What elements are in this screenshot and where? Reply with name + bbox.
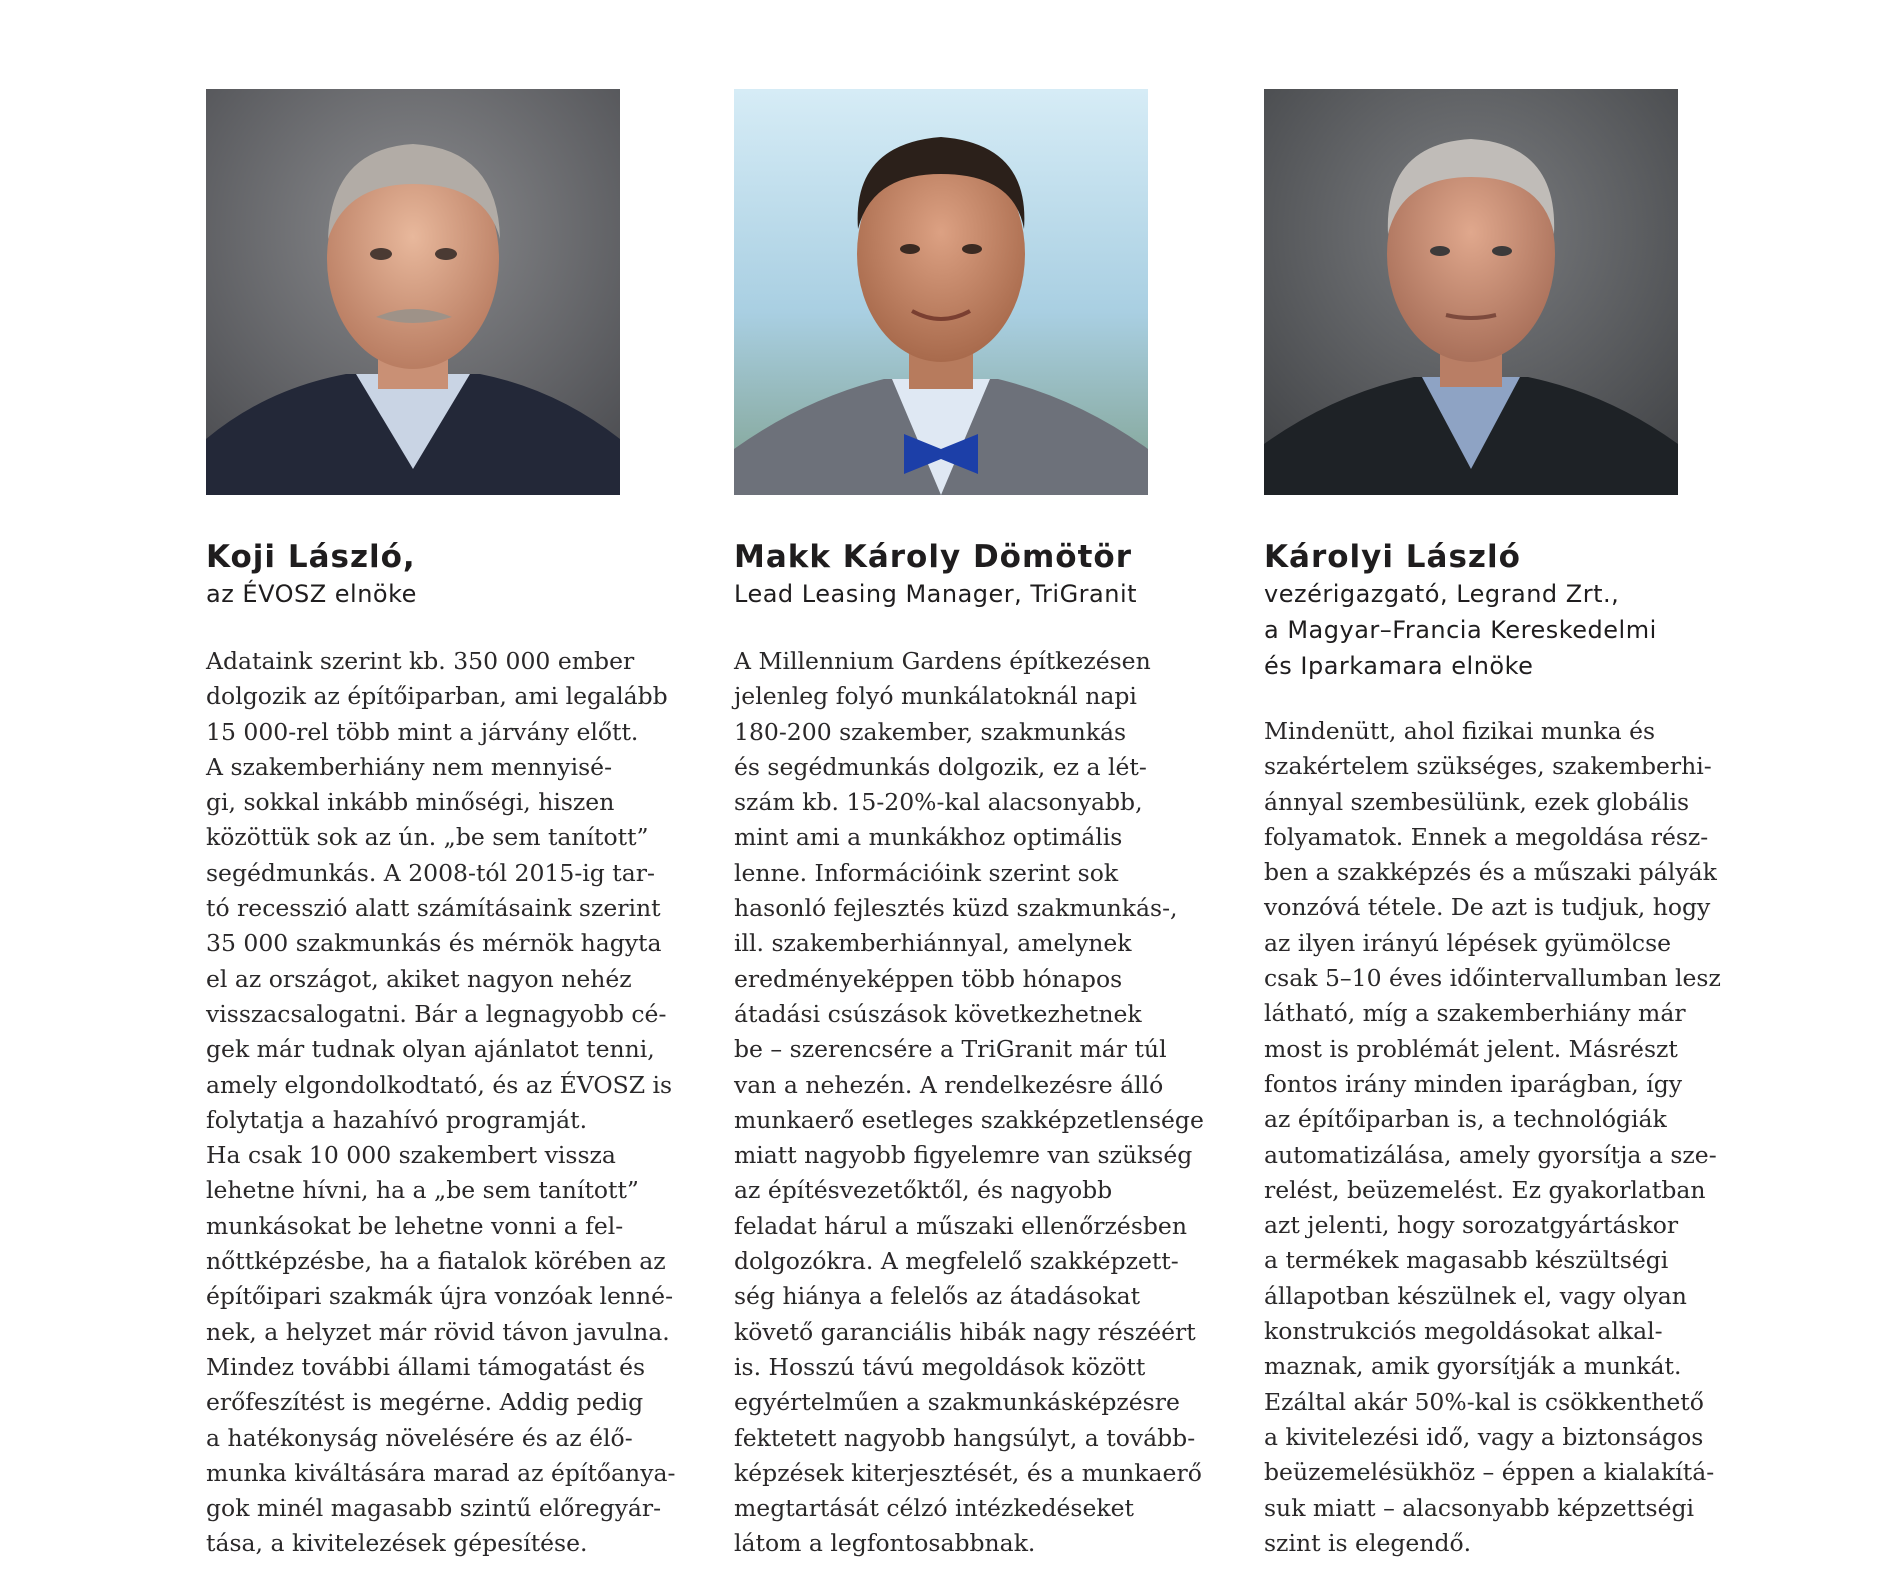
profile-column-koji	[206, 89, 736, 1562]
bio-line: Ezáltal akár 50%-kal is csökkenthető	[1264, 1387, 1704, 1416]
bio-line: megtartását célzó intézkedéseket	[734, 1494, 1134, 1523]
bio-line: azt jelenti, hogy sorozatgyártáskor	[1264, 1211, 1679, 1240]
bio-line: gok minél magasabb szintű előregyár-	[206, 1494, 662, 1523]
bio-line: el az országot, akiket nagyon nehéz	[206, 964, 632, 993]
bio-line: nőttképzésbe, ha a fiatalok körében az	[206, 1247, 666, 1276]
bio-line: segédmunkás. A 2008-tól 2015-ig tar-	[206, 858, 655, 887]
bio-line: maznak, amik gyorsítják a munkát.	[1264, 1352, 1682, 1381]
profile-column-karolyi	[1264, 89, 1794, 1561]
bio-line: az ilyen irányú lépések gyümölcse	[1264, 928, 1672, 957]
bio-line: A Millennium Gardens építkezésen	[734, 647, 1151, 675]
bio-line: erőfeszítést is megérne. Addig pedig	[206, 1388, 644, 1417]
bio-line: dolgozókra. A megfelelő szakképzett-	[734, 1247, 1179, 1276]
bio-line: szint is elegendő.	[1264, 1528, 1472, 1557]
portrait-photo-makk	[734, 89, 1148, 495]
bio-line: munka kiváltására marad az építőanya-	[206, 1458, 676, 1487]
bio-line: állapotban készülnek el, vagy olyan	[1264, 1281, 1687, 1310]
bio-line: is. Hosszú távú megoldások között	[734, 1352, 1146, 1381]
role-line: és Iparkamara elnöke	[1264, 652, 1534, 680]
bio-line: ill. szakemberhiánnyal, amelynek	[734, 929, 1132, 958]
bio-line: jelenleg folyó munkálatoknál napi	[734, 682, 1137, 711]
bio-line: látom a legfontosabbnak.	[734, 1529, 1036, 1558]
bio-line: folytatja a hazahívó programját.	[206, 1105, 588, 1134]
bio-line: eredményeképpen több hónapos	[734, 964, 1123, 993]
role-line: vezérigazgató, Legrand Zrt.,	[1264, 580, 1620, 608]
bio-line: mint ami a munkákhoz optimális	[734, 823, 1123, 852]
bio-line: beüzemelésükhöz – éppen a kialakítá-	[1264, 1458, 1715, 1487]
bio-line: suk miatt – alacsonyabb képzettségi	[1264, 1493, 1695, 1522]
bio-line: folyamatok. Ennek a megoldása rész-	[1264, 822, 1709, 851]
bio-line: feladat hárul a műszaki ellenőrzésben	[734, 1211, 1187, 1240]
bio-line: gek már tudnak olyan ajánlatot tenni,	[206, 1035, 655, 1064]
bio-text	[206, 644, 736, 1562]
bio-line: munkaerő esetleges szakképzetlensége	[734, 1105, 1204, 1134]
bio-text	[1264, 714, 1794, 1561]
bio-line: egyértelműen a szakmunkásképzésre	[734, 1388, 1180, 1417]
person-name: Koji László,	[206, 539, 416, 575]
bio-line: lehetne hívni, ha a „be sem tanított”	[206, 1176, 639, 1205]
role-line: a Magyar–Francia Kereskedelmi	[1264, 616, 1657, 644]
portrait-photo-karolyi	[1264, 89, 1678, 495]
person-role	[1264, 576, 1794, 684]
portrait-photo-koji	[206, 89, 620, 495]
profile-column-makk	[734, 89, 1264, 1562]
bio-line: tása, a kivitelezések gépesítése.	[206, 1529, 588, 1558]
bio-line: A szakemberhiány nem mennyisé-	[206, 752, 613, 781]
person-name: Károlyi László	[1264, 539, 1521, 575]
bio-line: 180-200 szakember, szakmunkás	[734, 717, 1127, 746]
bio-line: a hatékonyság növelésére és az élő-	[206, 1423, 633, 1452]
bio-line: gi, sokkal inkább minőségi, hiszen	[206, 788, 615, 817]
person-name: Makk Károly Dömötör	[734, 539, 1132, 575]
bio-line: Mindenütt, ahol fizikai munka és	[1264, 717, 1656, 745]
person-role	[206, 576, 736, 612]
bio-line: az építőiparban is, a technológiák	[1264, 1105, 1667, 1134]
bio-line: ánnyal szembesülünk, ezek globális	[1264, 787, 1690, 816]
bio-line: be – szerencsére a TriGranit már túl	[734, 1035, 1167, 1064]
bio-line: az építésvezetőktől, és nagyobb	[734, 1176, 1113, 1205]
bio-line: Ha csak 10 000 szakembert vissza	[206, 1141, 616, 1170]
bio-line: most is problémát jelent. Másrészt	[1264, 1034, 1678, 1063]
bio-line: nek, a helyzet már rövid távon javulna.	[206, 1317, 670, 1346]
bio-line: csak 5–10 éves időintervallumban lesz	[1264, 964, 1721, 993]
bio-line: 15 000-rel több mint a járvány előtt.	[206, 717, 639, 746]
bio-line: ben a szakképzés és a műszaki pályák	[1264, 858, 1717, 887]
role-line: Lead Leasing Manager, TriGranit	[734, 580, 1138, 608]
bio-line: hasonló fejlesztés küzd szakmunkás-,	[734, 894, 1178, 923]
bio-line: fontos irány minden iparágban, így	[1264, 1069, 1683, 1098]
bio-line: képzések kiterjesztését, és a munkaerő	[734, 1458, 1202, 1487]
bio-line: a termékek magasabb készültségi	[1264, 1246, 1669, 1275]
bio-line: szakértelem szükséges, szakemberhi-	[1264, 752, 1712, 781]
bio-line: tó recesszió alatt számításaink szerint	[206, 894, 661, 923]
bio-line: dolgozik az építőiparban, ami legalább	[206, 682, 668, 711]
bio-line: miatt nagyobb figyelemre van szükség	[734, 1141, 1193, 1170]
bio-line: konstrukciós megoldásokat alkal-	[1264, 1317, 1663, 1346]
bio-line: a kivitelezési idő, vagy a biztonságos	[1264, 1422, 1704, 1451]
bio-line: munkásokat be lehetne vonni a fel-	[206, 1211, 624, 1240]
bio-line: automatizálása, amely gyorsítja a sze-	[1264, 1140, 1717, 1169]
bio-line: szám kb. 15-20%-kal alacsonyabb,	[734, 788, 1143, 817]
bio-line: lenne. Információink szerint sok	[734, 858, 1119, 887]
bio-line: látható, míg a szakemberhiány már	[1264, 999, 1686, 1028]
bio-line: és segédmunkás dolgozik, ez a lét-	[734, 752, 1147, 781]
role-line: az ÉVOSZ elnöke	[206, 580, 417, 608]
bio-line: fektetett nagyobb hangsúlyt, a tovább-	[734, 1423, 1196, 1452]
bio-text	[734, 644, 1264, 1562]
bio-line: amely elgondolkodtató, és az ÉVOSZ is	[206, 1070, 673, 1099]
bio-line: visszacsalogatni. Bár a legnagyobb cé-	[206, 999, 667, 1028]
bio-line: ség hiánya a felelős az átadásokat	[734, 1282, 1141, 1311]
bio-line: van a nehezén. A rendelkezésre álló	[734, 1070, 1164, 1099]
bio-line: közöttük sok az ún. „be sem tanított”	[206, 823, 649, 852]
bio-line: átadási csúszások következhetnek	[734, 999, 1142, 1028]
bio-line: relést, beüzemelést. Ez gyakorlatban	[1264, 1175, 1706, 1204]
person-role	[734, 576, 1264, 612]
bio-line: Mindez további állami támogatást és	[206, 1352, 646, 1381]
bio-line: 35 000 szakmunkás és mérnök hagyta	[206, 929, 662, 958]
bio-line: Adataink szerint kb. 350 000 ember	[206, 647, 635, 675]
bio-line: vonzóvá tétele. De azt is tudjuk, hogy	[1264, 893, 1711, 922]
bio-line: követő garanciális hibák nagy részéért	[734, 1317, 1196, 1346]
bio-line: építőipari szakmák újra vonzóak lenné-	[206, 1282, 674, 1311]
